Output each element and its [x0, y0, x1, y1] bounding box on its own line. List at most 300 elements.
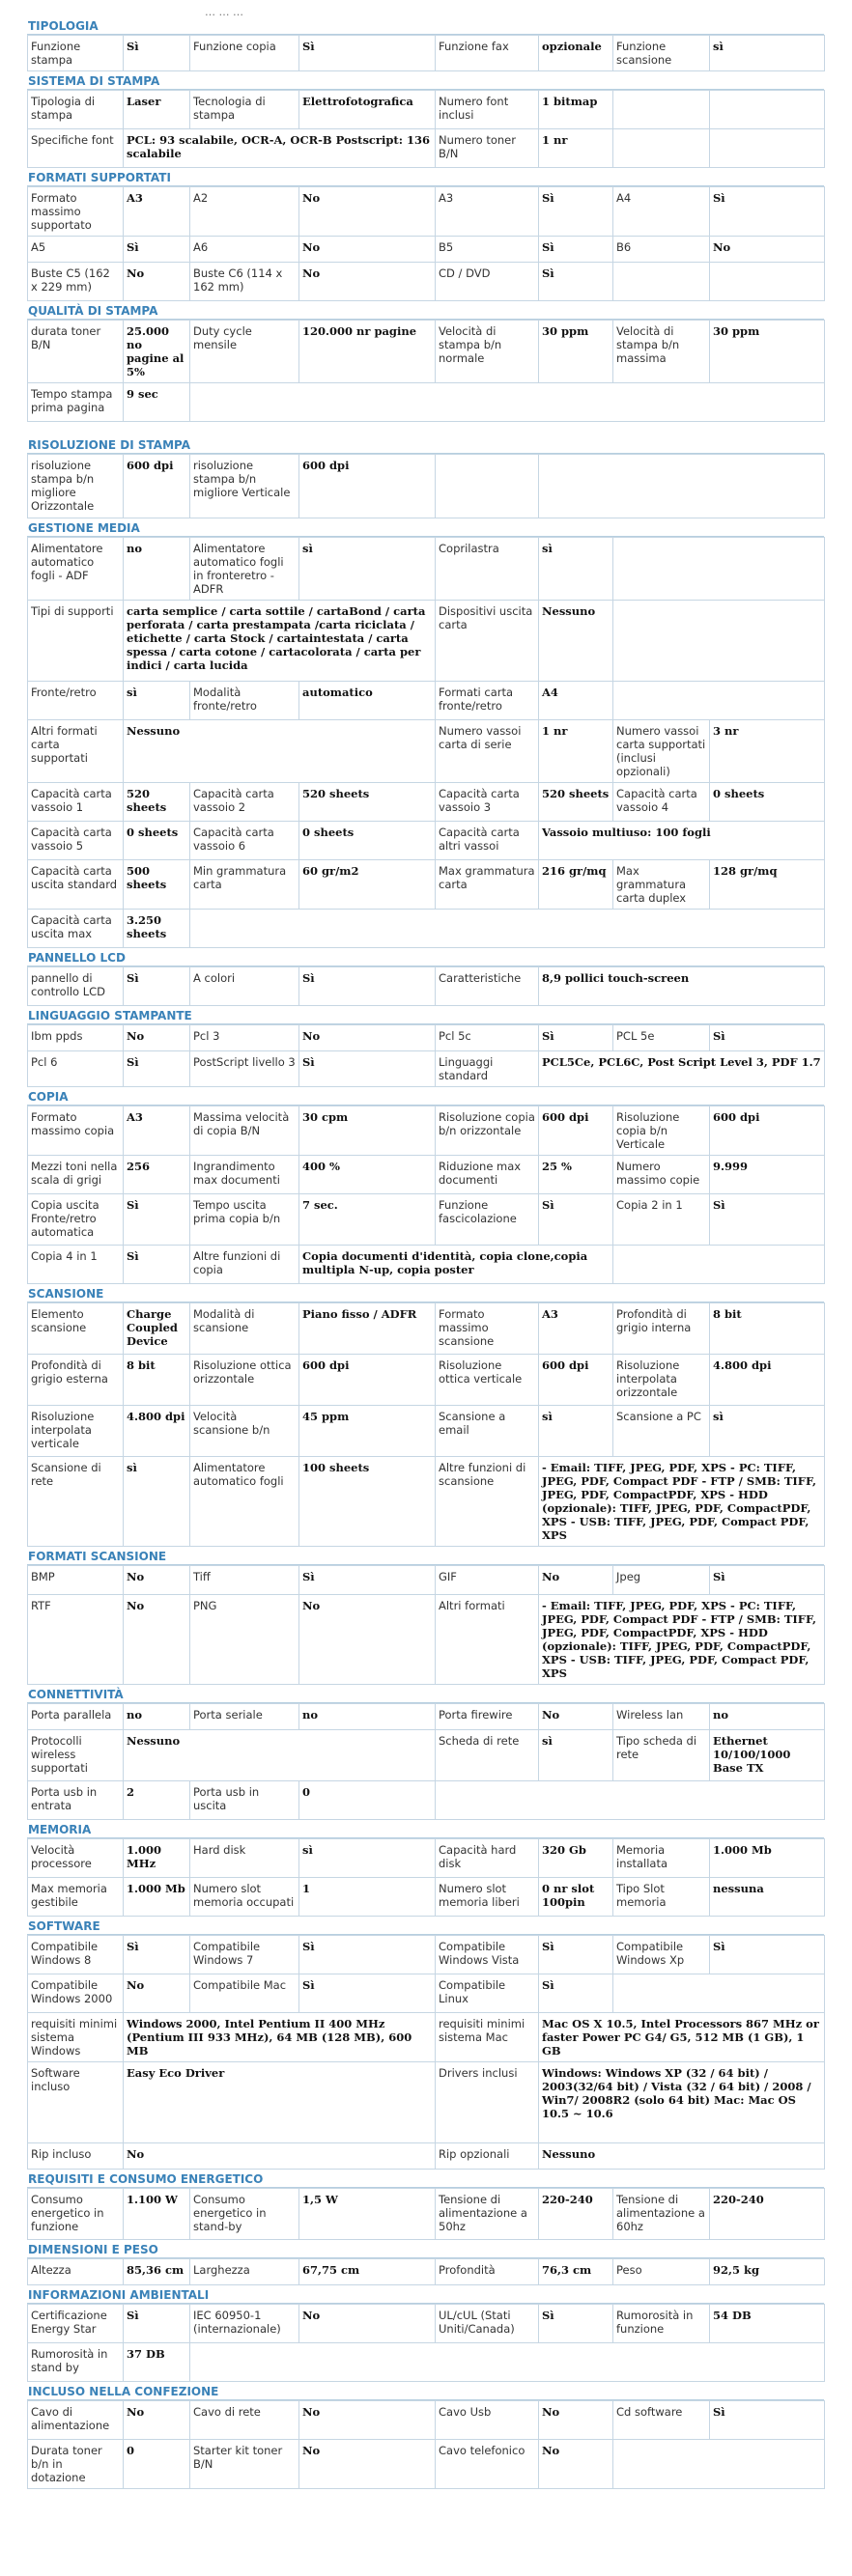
spec-label: Capacità carta vassoio 5 [28, 822, 124, 860]
spec-label: Tensione di alimentazione a 50hz [436, 2189, 539, 2240]
spec-label: Wireless lan [613, 1704, 710, 1730]
section-title-dimensioni-e-peso: DIMENSIONI E PESO [27, 2243, 824, 2258]
spec-value: sì [710, 1406, 825, 1457]
spec-label: Risoluzione interpolata verticale [28, 1406, 124, 1457]
spec-label: requisiti minimi sistema Windows [28, 2013, 124, 2062]
spec-label: Caratteristiche [436, 967, 539, 1006]
table-row [28, 1406, 825, 1457]
spec-label: A3 [436, 187, 539, 237]
spec-value: 1 bitmap [539, 91, 613, 129]
spec-value: sì [124, 1457, 190, 1547]
spec-label: Larghezza [190, 2259, 299, 2285]
spec-label: Drivers inclusi [436, 2062, 539, 2143]
table-row [28, 1839, 825, 1878]
spec-label: IEC 60950-1 (internazionale) [190, 2305, 299, 2343]
spec-label: Risoluzione ottica verticale [436, 1355, 539, 1406]
cut-off-text: … … … [205, 6, 243, 18]
empty-cell [613, 601, 825, 682]
spec-value: no [710, 1704, 825, 1730]
spec-value: No [124, 1595, 190, 1685]
spec-value: Sì [299, 1566, 436, 1595]
spec-label: Max memoria gestibile [28, 1878, 124, 1917]
spec-label: Formati carta fronte/retro [436, 682, 539, 720]
table-row [28, 1974, 825, 2013]
table-row [28, 967, 825, 1006]
spec-value: Charge Coupled Device [124, 1303, 190, 1355]
spec-label: A5 [28, 237, 124, 263]
table-row [28, 1595, 825, 1685]
spec-value: Mac OS X 10.5, Intel Processors 867 MHz or faster Power PC G4/ G5, 512 MB (1 GB), 1 GB [539, 2013, 825, 2062]
spec-value: Piano fisso / ADFR [299, 1303, 436, 1355]
table-row [28, 1566, 825, 1595]
spec-label: Altezza [28, 2259, 124, 2285]
table-row [28, 1303, 825, 1355]
spec-label: BMP [28, 1566, 124, 1595]
spec-value: Sì [124, 1936, 190, 1974]
spec-value: sì [299, 1839, 436, 1878]
spec-value: No [124, 1025, 190, 1051]
spec-label: Min grammatura carta [190, 860, 299, 910]
spec-value: No [299, 263, 436, 301]
spec-value: no [124, 1704, 190, 1730]
spec-value: Sì [124, 967, 190, 1006]
section-title-copia: COPIA [27, 1090, 824, 1106]
table-row [28, 1025, 825, 1051]
spec-label: Capacità hard disk [436, 1839, 539, 1878]
spec-value: 9.999 [710, 1156, 825, 1194]
spec-value: 520 sheets [539, 783, 613, 822]
spec-label: risoluzione stampa b/n migliore Verticale [190, 455, 299, 518]
spec-value: Nessuno [539, 2143, 825, 2170]
spec-label: Duty cycle mensile [190, 321, 299, 383]
table-row [28, 1051, 825, 1087]
spec-value: no [124, 538, 190, 601]
spec-label: Formato massimo supportato [28, 187, 124, 237]
section-title-sistema-di-stampa: SISTEMA DI STAMPA [27, 74, 824, 90]
spec-label: Alimentatore automatico fogli - ADF [28, 538, 124, 601]
spec-label: Numero vassoi carta supportati (inclusi opzionali) [613, 720, 710, 783]
spec-value: 0 sheets [124, 822, 190, 860]
spec-table-dimensioni-e-peso [27, 2258, 825, 2285]
spec-value: carta semplice / carta sottile / cartaBond / carta perforata / carta prestampata /carta riciclata / etichette / carta Stock / cartaintestata / carta spessa / carta cotone / cartacolorata / carta per indici / carta lucida [124, 601, 436, 682]
spec-label: Durata toner b/n in dotazione [28, 2440, 124, 2489]
spec-label: PNG [190, 1595, 299, 1685]
table-row [28, 2062, 825, 2143]
spec-label: Memoria installata [613, 1839, 710, 1878]
spec-value: 8,9 pollici touch-screen [539, 967, 825, 1006]
spec-table-memoria [27, 1838, 825, 1917]
spec-label: Scansione di rete [28, 1457, 124, 1547]
table-row [28, 36, 825, 71]
spec-table-formati-supportati [27, 186, 825, 301]
spec-label: Compatibile Windows 7 [190, 1936, 299, 1974]
spec-value: 3.250 sheets [124, 910, 190, 948]
table-row [28, 383, 825, 422]
spec-value: A4 [539, 682, 613, 720]
spec-value: 320 Gb [539, 1839, 613, 1878]
spec-value: 4.800 dpi [710, 1355, 825, 1406]
spec-label: Dispositivi uscita carta [436, 601, 539, 682]
spec-label: Numero slot memoria occupati [190, 1878, 299, 1917]
section-title-memoria: MEMORIA [27, 1823, 824, 1838]
spec-value: Elettrofotografica [299, 91, 436, 129]
spec-table-tipologia [27, 35, 825, 71]
spec-label: UL/cUL (Stati Uniti/Canada) [436, 2305, 539, 2343]
spec-value: 1 nr [539, 720, 613, 783]
spec-table-formati-scansione [27, 1565, 825, 1685]
spec-label: risoluzione stampa b/n migliore Orizzontale [28, 455, 124, 518]
spec-label: Capacità carta vassoio 3 [436, 783, 539, 822]
spec-label: Mezzi toni nella scala di grigi [28, 1156, 124, 1194]
empty-cell [613, 263, 710, 301]
spec-label: Funzione stampa [28, 36, 124, 71]
spec-label: Certificazione Energy Star [28, 2305, 124, 2343]
table-row [28, 2143, 825, 2170]
spec-value: 67,75 cm [299, 2259, 436, 2285]
spec-label: Fronte/retro [28, 682, 124, 720]
spec-value: 600 dpi [299, 1355, 436, 1406]
spec-value: PCL: 93 scalabile, OCR-A, OCR-B Postscript: 136 scalabile [124, 129, 436, 168]
spec-value: 30 cpm [299, 1106, 436, 1156]
table-row [28, 601, 825, 682]
table-row [28, 860, 825, 910]
spec-label: Numero toner B/N [436, 129, 539, 168]
spec-value: 0 sheets [299, 822, 436, 860]
spec-label: Risoluzione copia b/n Verticale [613, 1106, 710, 1156]
spec-value: Sì [710, 1566, 825, 1595]
section-title-pannello-lcd: PANNELLO LCD [27, 951, 824, 966]
section-title-scansione: SCANSIONE [27, 1287, 824, 1302]
spec-label: Cd software [613, 2401, 710, 2440]
spec-label: Max grammatura carta [436, 860, 539, 910]
table-row [28, 1781, 825, 1820]
spec-label: PostScript livello 3 [190, 1051, 299, 1087]
spec-value: 2 [124, 1781, 190, 1820]
spec-label: A4 [613, 187, 710, 237]
empty-cell [436, 455, 539, 518]
spec-value: 220-240 [539, 2189, 613, 2240]
spec-label: Tempo uscita prima copia b/n [190, 1194, 299, 1246]
spec-value: 0 [124, 2440, 190, 2489]
spec-label: Profondità [436, 2259, 539, 2285]
spec-label: Protocolli wireless supportati [28, 1730, 124, 1781]
spec-value: 25 % [539, 1156, 613, 1194]
table-row [28, 1878, 825, 1917]
spec-label: Consumo energetico in funzione [28, 2189, 124, 2240]
spec-label: Capacità carta vassoio 6 [190, 822, 299, 860]
spec-value: 8 bit [710, 1303, 825, 1355]
spec-label: Alimentatore automatico fogli in fronteretro - ADFR [190, 538, 299, 601]
spec-label: Profondità di grigio esterna [28, 1355, 124, 1406]
spec-label: Altre funzioni di copia [190, 1246, 299, 1284]
spec-label: Tensione di alimentazione a 60hz [613, 2189, 710, 2240]
spec-value: Sì [539, 263, 613, 301]
spec-label: Elemento scansione [28, 1303, 124, 1355]
spec-value: Sì [539, 1194, 613, 1246]
spec-value: No [299, 1595, 436, 1685]
table-row [28, 2343, 825, 2382]
spec-label: Porta usb in entrata [28, 1781, 124, 1820]
spec-label: RTF [28, 1595, 124, 1685]
spec-value: 220-240 [710, 2189, 825, 2240]
spec-label: Capacità carta vassoio 2 [190, 783, 299, 822]
spec-value: 9 sec [124, 383, 190, 422]
spec-value: 3 nr [710, 720, 825, 783]
spec-label: pannello di controllo LCD [28, 967, 124, 1006]
spec-value: 92,5 kg [710, 2259, 825, 2285]
spec-label: B5 [436, 237, 539, 263]
spec-value: 0 [299, 1781, 436, 1820]
spec-label: Cavo telefonico [436, 2440, 539, 2489]
empty-cell [190, 910, 825, 948]
table-row [28, 129, 825, 168]
spec-label: Cavo di rete [190, 2401, 299, 2440]
spec-label: Altri formati carta supportati [28, 720, 124, 783]
spec-label: Buste C5 (162 x 229 mm) [28, 263, 124, 301]
spec-value: - Email: TIFF, JPEG, PDF, XPS - PC: TIFF, JPEG, PDF, Compact PDF - FTP / SMB: TIFF, JPEG, PDF, CompactPDF, XPS - HDD (opzionale): TIFF, JPEG, PDF, CompactPDF, XPS - USB: TIFF, JPEG, PDF, Compact PDF, XPS [539, 1457, 825, 1547]
spec-label: Porta parallela [28, 1704, 124, 1730]
spec-label: Numero slot memoria liberi [436, 1878, 539, 1917]
section-title-connettivita: CONNETTIVITÀ [27, 1688, 824, 1703]
spec-value: No [299, 187, 436, 237]
spec-value: 520 sheets [124, 783, 190, 822]
spec-value: 60 gr/m2 [299, 860, 436, 910]
spec-value: Sì [539, 187, 613, 237]
spec-value: 45 ppm [299, 1406, 436, 1457]
spec-label: Compatibile Mac [190, 1974, 299, 2013]
table-row [28, 2440, 825, 2489]
spec-label: A6 [190, 237, 299, 263]
spec-value: Sì [539, 1936, 613, 1974]
section-title-incluso-nella-confezione: INCLUSO NELLA CONFEZIONE [27, 2385, 824, 2400]
spec-value: Copia documenti d'identità, copia clone,copia multipla N-up, copia poster [299, 1246, 613, 1284]
spec-value: 76,3 cm [539, 2259, 613, 2285]
spec-table-qualita-di-stampa [27, 320, 825, 422]
table-row [28, 1936, 825, 1974]
spec-label: Compatibile Windows Vista [436, 1936, 539, 1974]
spec-label: Capacità carta vassoio 4 [613, 783, 710, 822]
table-row [28, 1194, 825, 1246]
spec-label: Numero massimo copie [613, 1156, 710, 1194]
spec-label: Max grammatura carta duplex [613, 860, 710, 910]
spec-value: Sì [124, 1246, 190, 1284]
spec-label: Numero vassoi carta di serie [436, 720, 539, 783]
spec-value: No [710, 237, 825, 263]
table-row [28, 1106, 825, 1156]
section-title-qualita-di-stampa: QUALITÀ DI STAMPA [27, 304, 824, 320]
spec-label: Specifiche font [28, 129, 124, 168]
spec-label: Altre funzioni di scansione [436, 1457, 539, 1547]
table-row [28, 720, 825, 783]
spec-table-copia [27, 1106, 825, 1284]
spec-label: Pcl 5c [436, 1025, 539, 1051]
spec-value: sì [539, 538, 613, 601]
spec-label: Copia 4 in 1 [28, 1246, 124, 1284]
spec-label: Tecnologia di stampa [190, 91, 299, 129]
section-title-formati-supportati: FORMATI SUPPORTATI [27, 171, 824, 186]
spec-value: 400 % [299, 1156, 436, 1194]
spec-label: Modalità di scansione [190, 1303, 299, 1355]
spec-label: Copia uscita Fronte/retro automatica [28, 1194, 124, 1246]
spec-label: Pcl 3 [190, 1025, 299, 1051]
spec-label: Consumo energetico in stand-by [190, 2189, 299, 2240]
section-title-informazioni-ambientali: INFORMAZIONI AMBIENTALI [27, 2288, 824, 2304]
table-row [28, 455, 825, 518]
table-row [28, 2013, 825, 2062]
spec-value: Easy Eco Driver [124, 2062, 436, 2143]
table-row [28, 1457, 825, 1547]
empty-cell [613, 129, 710, 168]
spec-value: 600 dpi [539, 1106, 613, 1156]
spec-label: durata toner B/N [28, 321, 124, 383]
spec-value: A3 [124, 187, 190, 237]
spec-label: Starter kit toner B/N [190, 2440, 299, 2489]
spec-value: automatico [299, 682, 436, 720]
spec-value: 7 sec. [299, 1194, 436, 1246]
spec-value: No [299, 237, 436, 263]
spec-value: 600 dpi [124, 455, 190, 518]
spec-value: 30 ppm [539, 321, 613, 383]
table-row [28, 2401, 825, 2440]
table-row [28, 2189, 825, 2240]
spec-table-requisiti-e-consumo-energetico [27, 2188, 825, 2240]
spec-label: Riduzione max documenti [436, 1156, 539, 1194]
spec-label: Cavo Usb [436, 2401, 539, 2440]
table-row [28, 910, 825, 948]
spec-label: Scansione a PC [613, 1406, 710, 1457]
spec-label: Funzione fax [436, 36, 539, 71]
empty-cell [613, 91, 710, 129]
spec-label: Ingrandimento max documenti [190, 1156, 299, 1194]
spec-label: Tipo scheda di rete [613, 1730, 710, 1781]
spec-value: Sì [124, 36, 190, 71]
spec-value: Sì [710, 2401, 825, 2440]
spec-value: Windows 2000, Intel Pentium II 400 MHz (Pentium III 933 MHz), 64 MB (128 MB), 600 MB [124, 2013, 436, 2062]
spec-value: nessuna [710, 1878, 825, 1917]
spec-value: Sì [539, 1025, 613, 1051]
spec-value: Sì [124, 237, 190, 263]
spec-value: 120.000 nr pagine [299, 321, 436, 383]
empty-cell [190, 2343, 825, 2382]
spec-label: Risoluzione ottica orizzontale [190, 1355, 299, 1406]
spec-value: Sì [124, 1051, 190, 1087]
spec-label: B6 [613, 237, 710, 263]
spec-value: sì [539, 1406, 613, 1457]
spec-label: Risoluzione interpolata orizzontale [613, 1355, 710, 1406]
spec-label: Tempo stampa prima pagina [28, 383, 124, 422]
spec-label: Cavo di alimentazione [28, 2401, 124, 2440]
spec-label: Compatibile Windows 2000 [28, 1974, 124, 2013]
spec-value: Sì [710, 187, 825, 237]
spec-value: 256 [124, 1156, 190, 1194]
spec-label: Capacità carta vassoio 1 [28, 783, 124, 822]
table-row [28, 187, 825, 237]
spec-value: no [299, 1704, 436, 1730]
spec-label: Numero font inclusi [436, 91, 539, 129]
spec-value: Nessuno [539, 601, 613, 682]
table-row [28, 91, 825, 129]
empty-cell [613, 682, 825, 720]
spec-label: A colori [190, 967, 299, 1006]
section-title-linguaggio-stampante: LINGUAGGIO STAMPANTE [27, 1009, 824, 1024]
spec-value: Sì [539, 237, 613, 263]
table-row [28, 1730, 825, 1781]
spec-value: Sì [299, 967, 436, 1006]
spec-value: 0 sheets [710, 783, 825, 822]
empty-cell [190, 383, 825, 422]
spec-value: 0 nr slot 100pin [539, 1878, 613, 1917]
spec-value: Nessuno [124, 720, 436, 783]
spec-value: Sì [710, 1936, 825, 1974]
spec-value: Sì [124, 2305, 190, 2343]
empty-cell [539, 455, 825, 518]
spec-label: Compatibile Windows Xp [613, 1936, 710, 1974]
spec-label: Coprilastra [436, 538, 539, 601]
table-row [28, 1246, 825, 1284]
spec-label: Hard disk [190, 1839, 299, 1878]
spec-value: No [299, 1025, 436, 1051]
spec-label: Software incluso [28, 2062, 124, 2143]
spec-label: Funzione copia [190, 36, 299, 71]
table-row [28, 1704, 825, 1730]
spec-label: Modalità fronte/retro [190, 682, 299, 720]
spec-label: Jpeg [613, 1566, 710, 1595]
spec-label: CD / DVD [436, 263, 539, 301]
spec-table-pannello-lcd [27, 966, 825, 1006]
spec-value: opzionale [539, 36, 613, 71]
spec-value: 600 dpi [299, 455, 436, 518]
table-row [28, 783, 825, 822]
table-row [28, 682, 825, 720]
spec-value: Sì [299, 1051, 436, 1087]
spec-label: Formato massimo copia [28, 1106, 124, 1156]
spec-sheet [27, 19, 824, 2492]
spec-label: Velocità processore [28, 1839, 124, 1878]
spec-label: Scheda di rete [436, 1730, 539, 1781]
spec-value: Windows: Windows XP (32 / 64 bit) / 2003(32/64 bit) / Vista (32 / 64 bit) / 2008 / Win7/ 2008R2 (solo 64 bit) Mac: Mac OS 10.5 ~ 10.6 [539, 2062, 825, 2143]
spec-value: No [539, 1704, 613, 1730]
spec-label: Copia 2 in 1 [613, 1194, 710, 1246]
spec-value: No [299, 2440, 436, 2489]
spec-table-sistema-di-stampa [27, 90, 825, 168]
spec-label: Compatibile Windows 8 [28, 1936, 124, 1974]
table-row [28, 1156, 825, 1194]
spec-label: A2 [190, 187, 299, 237]
spec-label: Porta firewire [436, 1704, 539, 1730]
spec-value: 25.000 no pagine al 5% [124, 321, 190, 383]
table-row [28, 1355, 825, 1406]
spec-value: 216 gr/mq [539, 860, 613, 910]
spec-label: Alimentatore automatico fogli [190, 1457, 299, 1547]
spec-value: Sì [124, 1194, 190, 1246]
spec-value: No [299, 2401, 436, 2440]
spec-value: Sì [299, 36, 436, 71]
section-title-risoluzione-di-stampa: RISOLUZIONE DI STAMPA [27, 438, 824, 454]
spec-value: 1.000 MHz [124, 1839, 190, 1878]
spec-table-connettivita [27, 1703, 825, 1820]
spec-label: Rip incluso [28, 2143, 124, 2170]
spec-value: No [124, 2143, 436, 2170]
spec-value: Sì [710, 1025, 825, 1051]
spec-table-linguaggio-stampante [27, 1024, 825, 1087]
spec-label: Peso [613, 2259, 710, 2285]
spec-value: 500 sheets [124, 860, 190, 910]
section-title-requisiti-e-consumo-energetico: REQUISITI E CONSUMO ENERGETICO [27, 2172, 824, 2188]
table-row [28, 237, 825, 263]
spec-value: 54 DB [710, 2305, 825, 2343]
spec-value: No [124, 1566, 190, 1595]
spec-label: Buste C6 (114 x 162 mm) [190, 263, 299, 301]
